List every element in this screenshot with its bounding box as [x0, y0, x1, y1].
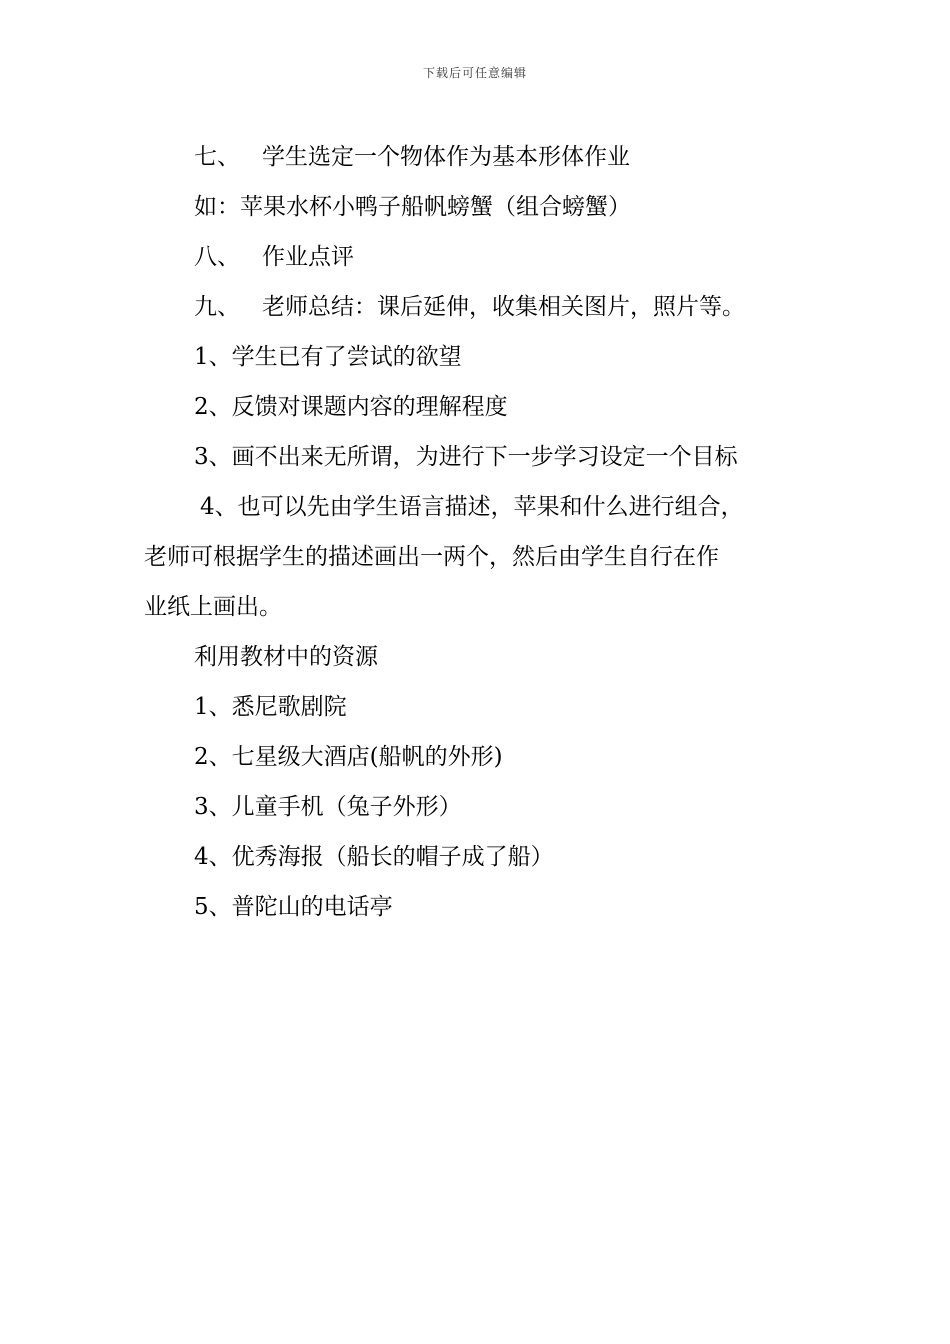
item-nine-number: 九、	[194, 294, 240, 320]
resource-item-2: 2、七星级大酒店(船帆的外形)	[194, 744, 503, 770]
item-seven-number: 七、	[194, 144, 240, 170]
list-item-4-line-1: 4、也可以先由学生语言描述，苹果和什么进行组合，	[200, 494, 744, 520]
item-seven-text: 学生选定一个物体作为基本形体作业	[262, 144, 630, 170]
item-eight-text: 作业点评	[262, 244, 354, 270]
document-body	[144, 132, 814, 932]
resource-item-4: 4、优秀海报（船长的帽子成了船）	[194, 844, 554, 870]
item-nine-text: 老师总结：课后延伸，收集相关图片，照片等。	[262, 294, 745, 320]
item-nine	[144, 282, 814, 332]
list-item-4-line-3: 业纸上画出。	[144, 594, 282, 620]
resource-item-3: 3、儿童手机（兔子外形）	[194, 794, 462, 820]
item-eight-number: 八、	[194, 244, 240, 270]
list-item-4-line-2: 老师可根据学生的描述画出一两个，然后由学生自行在作	[144, 544, 719, 570]
resource-item-1: 1、悉尼歌剧院	[194, 694, 347, 720]
list-item-1: 1、学生已有了尝试的欲望	[194, 344, 462, 370]
item-eight	[144, 232, 814, 282]
item-seven	[144, 132, 814, 182]
list-item-2: 2、反馈对课题内容的理解程度	[194, 394, 508, 420]
list-item-4-paragraph	[144, 482, 814, 632]
resource-item-5: 5、普陀山的电话亭	[194, 894, 393, 920]
page-header: 下载后可任意编辑	[422, 66, 527, 80]
resources-title: 利用教材中的资源	[194, 644, 378, 670]
list-item-3: 3、画不出来无所谓，为进行下一步学习设定一个目标	[194, 444, 738, 470]
example-line: 如：苹果水杯小鸭子船帆螃蟹（组合螃蟹）	[194, 194, 631, 220]
